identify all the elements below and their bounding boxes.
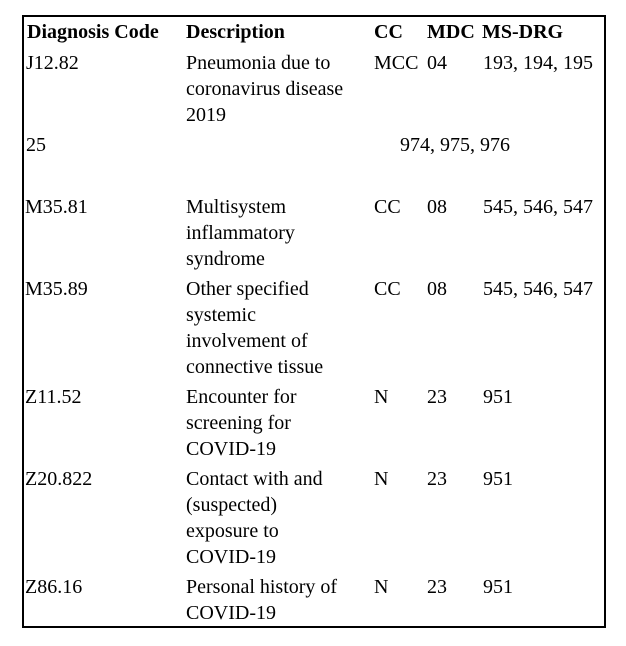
table-cell-mdc: 23 — [427, 576, 447, 598]
table-cell-ms-drg: 545, 546, 547 — [483, 196, 593, 218]
table-cell-mdc: 08 — [427, 196, 447, 218]
table-cell-description-line: (suspected) — [186, 494, 278, 516]
table-cell-cc: N — [374, 576, 389, 598]
table-cell-description-line: COVID-19 — [186, 546, 276, 568]
table-cell-cc: MCC — [374, 52, 419, 74]
table-cell-description-line: Encounter for — [186, 386, 297, 408]
header-description: Description — [186, 21, 285, 43]
table-cell-description-line: Pneumonia due to — [186, 52, 331, 74]
table-cell-diagnosis-code: Z20.822 — [25, 468, 93, 490]
code-table-frame — [22, 15, 606, 628]
table-cell-description-line: Contact with and — [186, 468, 323, 490]
table-cell-ms-drg: 951 — [483, 576, 513, 598]
header-mdc: MDC — [427, 21, 475, 43]
table-cell-description-line: Personal history of — [186, 576, 338, 598]
table-cell-diagnosis-code: Z86.16 — [25, 576, 83, 598]
header-diagnosis-code: Diagnosis Code — [27, 21, 159, 43]
table-cell-diagnosis-code: 25 — [26, 134, 46, 156]
table-cell-description-line: syndrome — [186, 248, 265, 270]
table-cell-description-line: inflammatory — [186, 222, 295, 244]
table-cell-mdc: 04 — [427, 52, 447, 74]
table-cell-description-line: systemic — [186, 304, 256, 326]
table-cell-ms-drg: 951 — [483, 386, 513, 408]
header-ms-drg: MS-DRG — [482, 21, 564, 43]
table-cell-ms-drg: 951 — [483, 468, 513, 490]
table-cell-description-line: screening for — [186, 412, 291, 434]
table-cell-ms-drg: 193, 194, 195 — [483, 52, 593, 74]
table-cell-description-line: 2019 — [186, 104, 226, 126]
table-cell-description-line: Other specified — [186, 278, 309, 300]
table-cell-description-line: Multisystem — [186, 196, 287, 218]
header-cc: CC — [374, 21, 403, 43]
table-cell-description-line: coronavirus disease — [186, 78, 344, 100]
table-cell-cc: CC — [374, 278, 401, 300]
table-cell-cc: CC — [374, 196, 401, 218]
table-cell-ms-drg: 974, 975, 976 — [400, 134, 510, 156]
table-cell-mdc: 23 — [427, 386, 447, 408]
table-cell-diagnosis-code: M35.81 — [25, 196, 88, 218]
table-cell-ms-drg: 545, 546, 547 — [483, 278, 593, 300]
table-cell-description-line: COVID-19 — [186, 438, 276, 460]
table-cell-diagnosis-code: M35.89 — [25, 278, 88, 300]
table-cell-mdc: 23 — [427, 468, 447, 490]
table-cell-description-line: exposure to — [186, 520, 279, 542]
table-cell-description-line: connective tissue — [186, 356, 324, 378]
table-cell-description-line: COVID-19 — [186, 602, 276, 624]
table-cell-diagnosis-code: J12.82 — [26, 52, 79, 74]
table-cell-cc: N — [374, 386, 389, 408]
table-cell-description-line: involvement of — [186, 330, 308, 352]
table-cell-cc: N — [374, 468, 389, 490]
table-cell-mdc: 08 — [427, 278, 447, 300]
table-cell-diagnosis-code: Z11.52 — [25, 386, 82, 408]
